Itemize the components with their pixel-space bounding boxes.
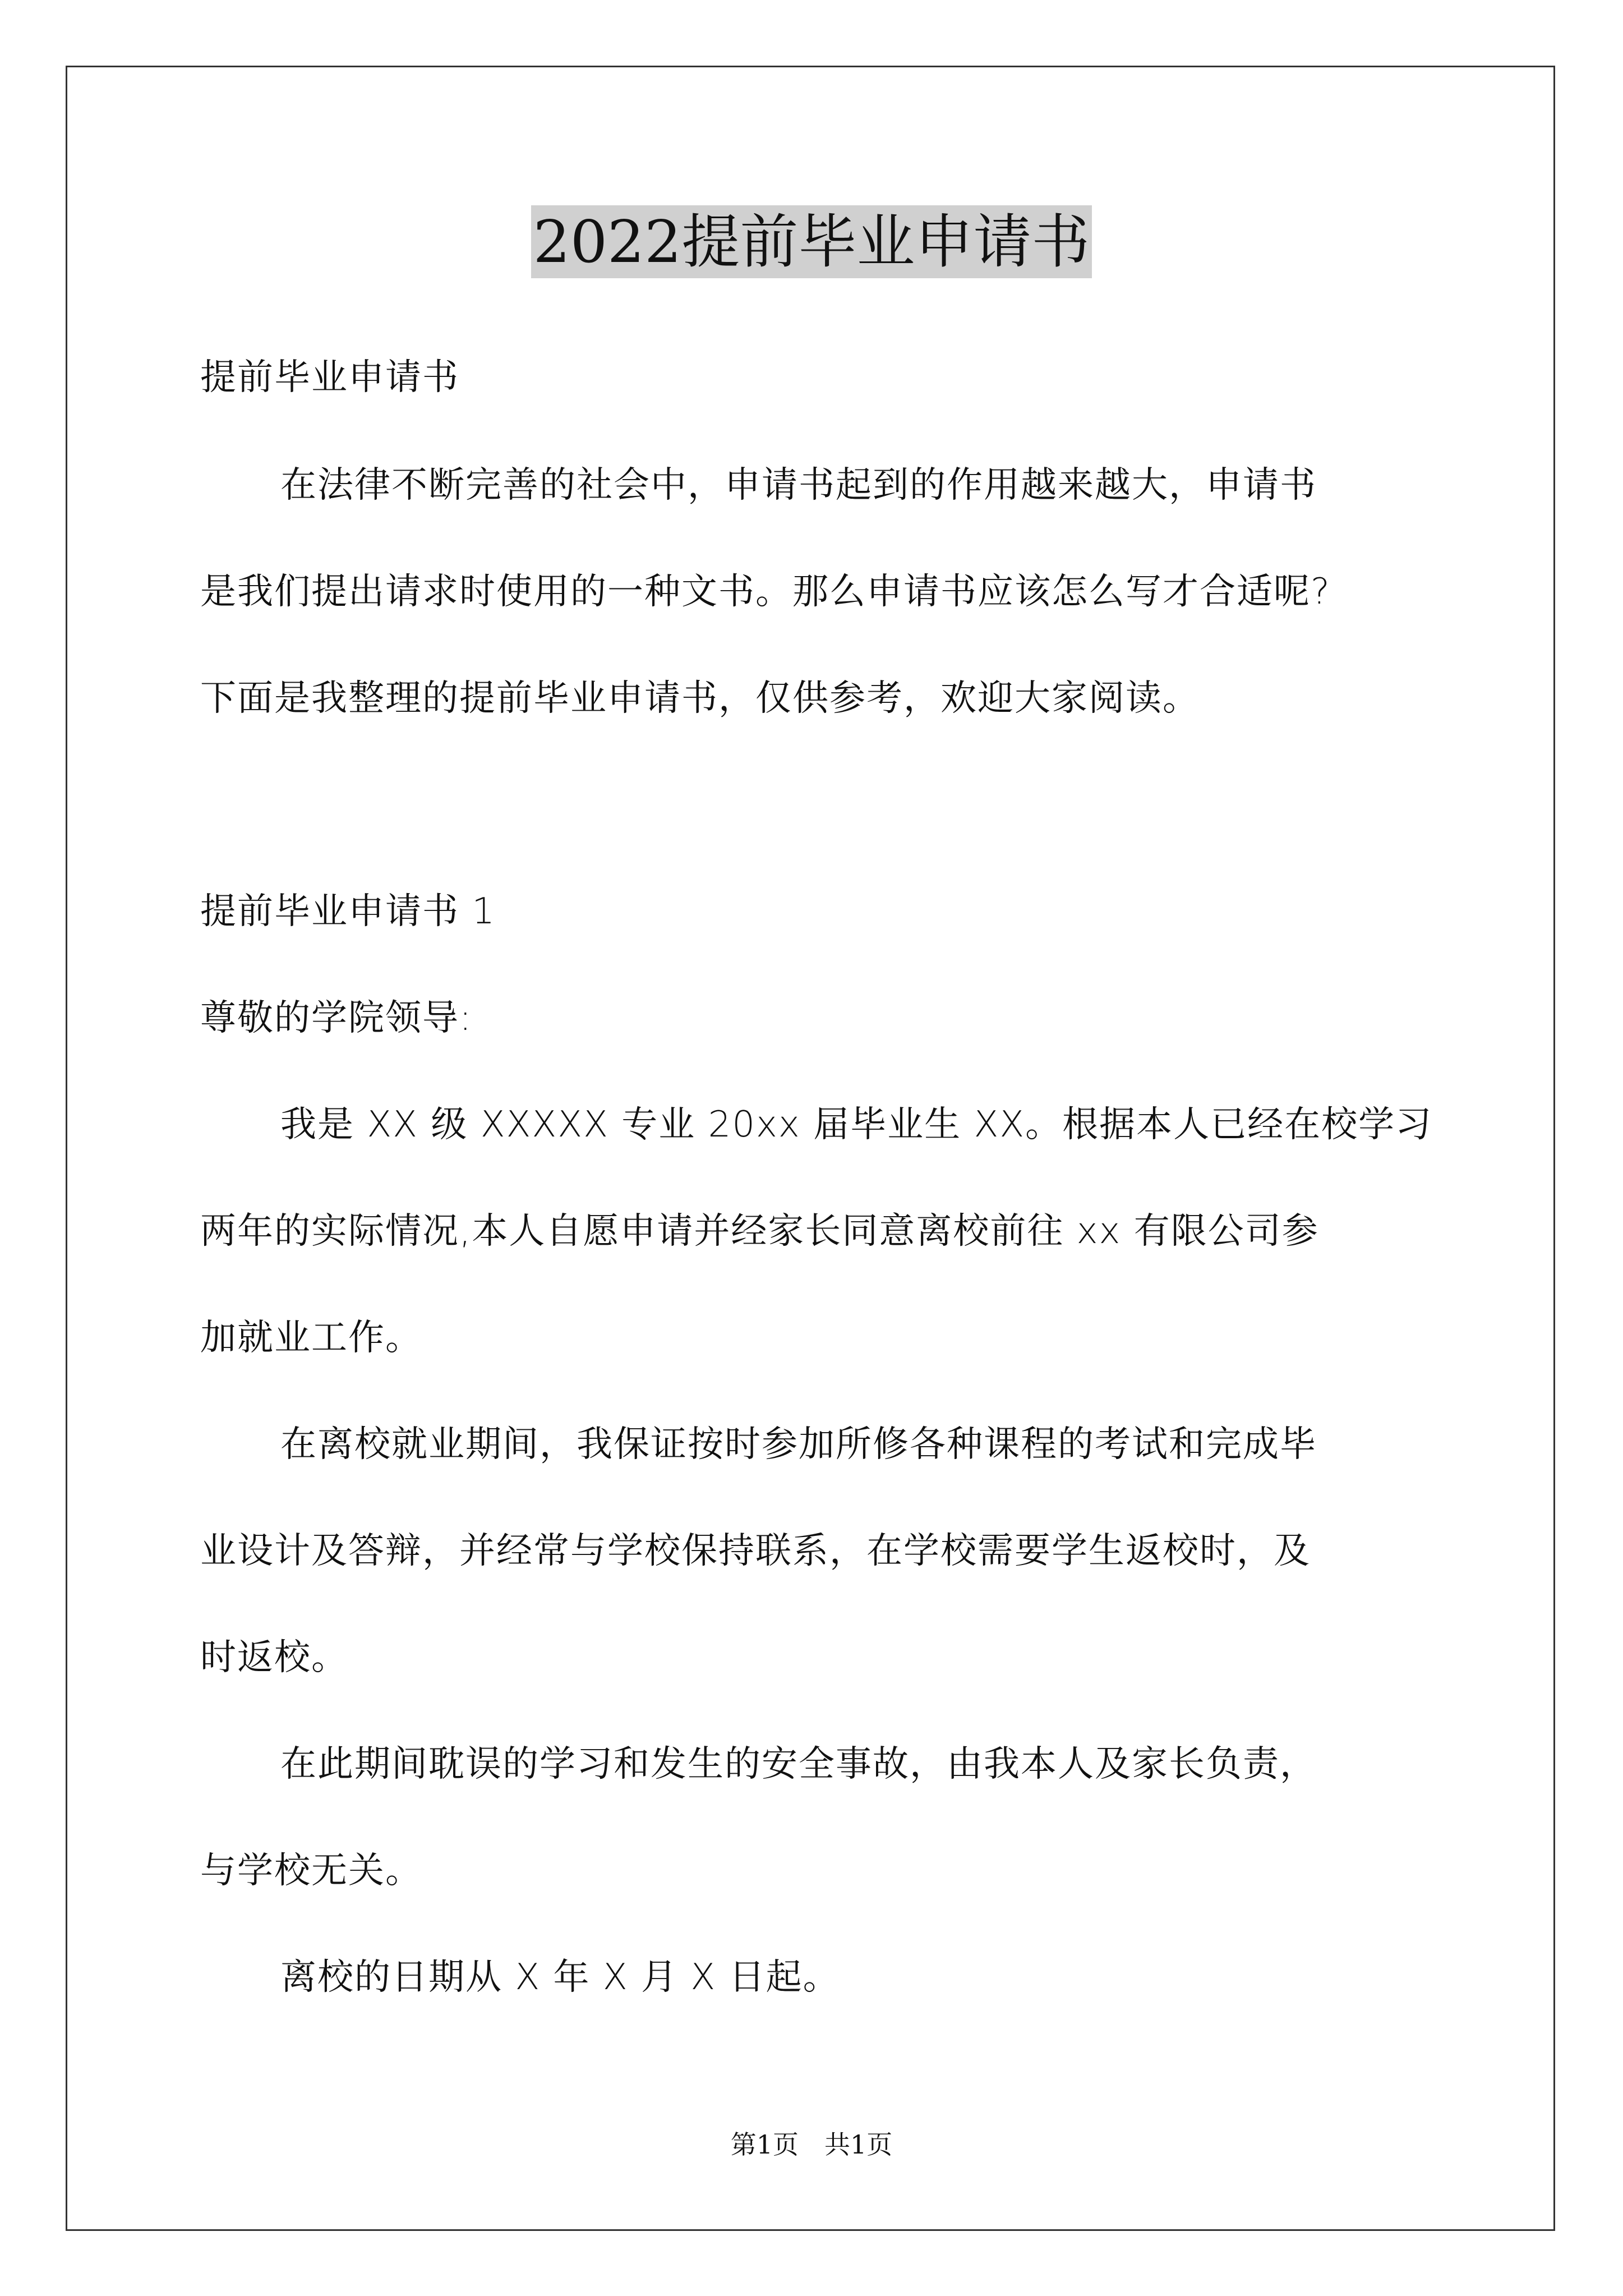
page-footer: 第1页 共1页 (730, 2129, 893, 2160)
paragraph2-line-1: 在离校就业期间，我保证按时参加所修各种课程的考试和完成毕 (280, 1424, 1317, 1465)
intro-line-2: 是我们提出请求时使用的一种文书。那么申请书应该怎么写才合适呢? (200, 571, 1331, 613)
paragraph1-line-3: 加就业工作。 (200, 1317, 422, 1359)
subtitle: 提前毕业申请书 (200, 357, 459, 398)
section-heading: 提前毕业申请书 1 (200, 891, 496, 932)
paragraph2-line-3: 时返校。 (200, 1637, 348, 1678)
paragraph4-line-1: 离校的日期从 X 年 X 月 X 日起。 (280, 1957, 840, 1998)
title-container (0, 205, 1623, 278)
paragraph1-line-1: 我是 XX 级 XXXXX 专业 20xx 届毕业生 XX。根据本人已经在校学习 (280, 1104, 1433, 1145)
salutation: 尊敬的学院领导: (200, 997, 473, 1039)
paragraph3-line-2: 与学校无关。 (200, 1850, 422, 1892)
paragraph3-line-1: 在此期间耽误的学习和发生的安全事故，由我本人及家长负责， (280, 1743, 1317, 1785)
intro-line-3: 下面是我整理的提前毕业申请书，仅供参考，欢迎大家阅读。 (200, 678, 1200, 719)
intro-line-1: 在法律不断完善的社会中，申请书起到的作用越来越大，申请书 (280, 464, 1317, 506)
document-title: 2022提前毕业申请书 (531, 205, 1092, 278)
paragraph1-line-2: 两年的实际情况,本人自愿申请并经家长同意离校前往 xx 有限公司参 (200, 1211, 1319, 1252)
paragraph2-line-2: 业设计及答辩，并经常与学校保持联系，在学校需要学生返校时，及 (200, 1530, 1311, 1572)
